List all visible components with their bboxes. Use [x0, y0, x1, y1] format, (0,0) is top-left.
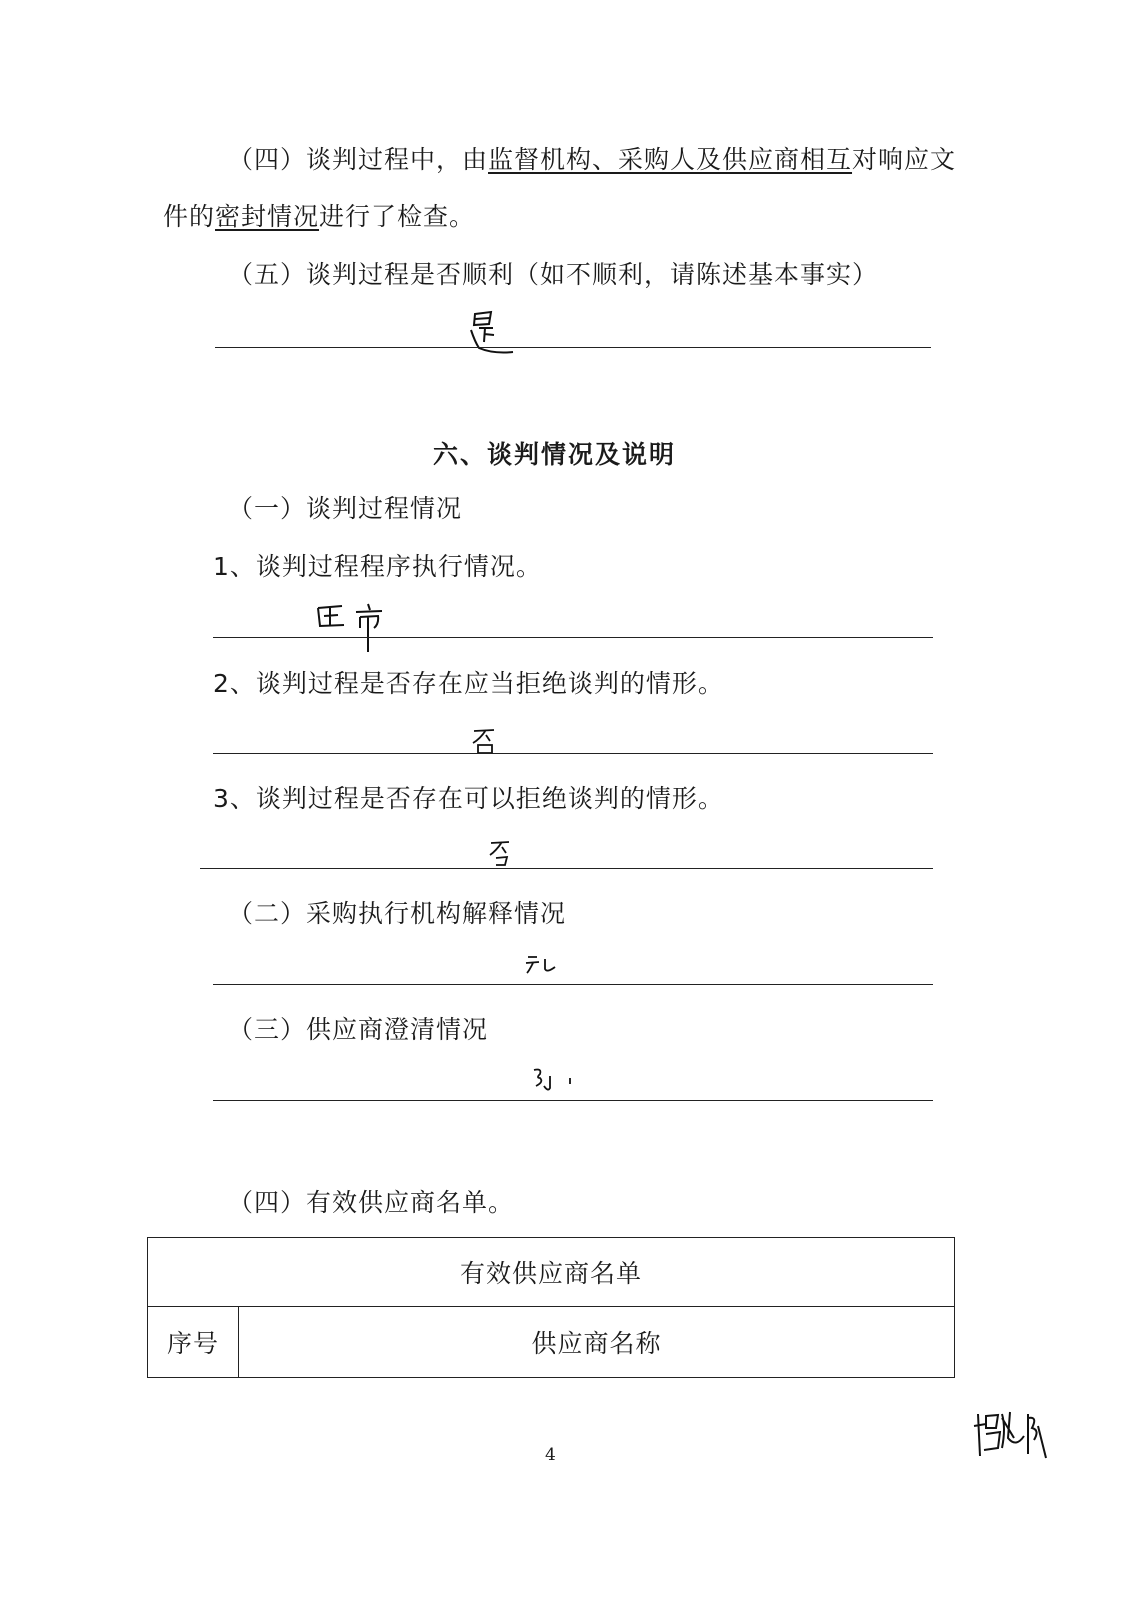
answer-line-1 [213, 637, 933, 638]
question-2: 2、谈判过程是否存在应当拒绝谈判的情形。 [213, 669, 724, 698]
item-4-line1: （四）谈判过程中，由监督机构、采购人及供应商相互对响应文 [228, 145, 957, 174]
handwritten-answer-3 [487, 838, 527, 872]
handwritten-answer-sub2 [523, 953, 563, 982]
handwritten-answer-2 [470, 727, 510, 759]
answer-line-2 [213, 753, 933, 754]
sub-1-heading: （一）谈判过程情况 [228, 494, 463, 523]
supplier-table [147, 1237, 955, 1378]
sub-3-heading: （三）供应商澄清情况 [228, 1015, 489, 1044]
answer-line-3 [200, 868, 933, 869]
column-header-supplier-name: 供应商名称 [239, 1307, 955, 1378]
handwritten-signature [972, 1408, 1052, 1467]
sub-4-heading: （四）有效供应商名单。 [228, 1188, 515, 1217]
handwritten-answer-1 [312, 598, 392, 662]
handwritten-answer-sub3 [530, 1066, 590, 1098]
item-4-line2: 件的密封情况进行了检查。 [163, 202, 476, 231]
table-title: 有效供应商名单 [148, 1238, 955, 1307]
handwritten-answer-5 [465, 308, 520, 362]
column-header-index: 序号 [148, 1307, 239, 1378]
answer-line-5 [215, 347, 931, 348]
item-5-question: （五）谈判过程是否顺利（如不顺利，请陈述基本事实） [228, 260, 879, 289]
sub-2-heading: （二）采购执行机构解释情况 [228, 899, 567, 928]
question-3: 3、谈判过程是否存在可以拒绝谈判的情形。 [213, 784, 724, 813]
section-6-heading: 六、谈判情况及说明 [433, 440, 677, 469]
question-1: 1、谈判过程程序执行情况。 [213, 552, 542, 581]
answer-line-sub2 [213, 984, 933, 985]
answer-line-sub3 [213, 1100, 933, 1101]
page-number: 4 [545, 1445, 556, 1465]
